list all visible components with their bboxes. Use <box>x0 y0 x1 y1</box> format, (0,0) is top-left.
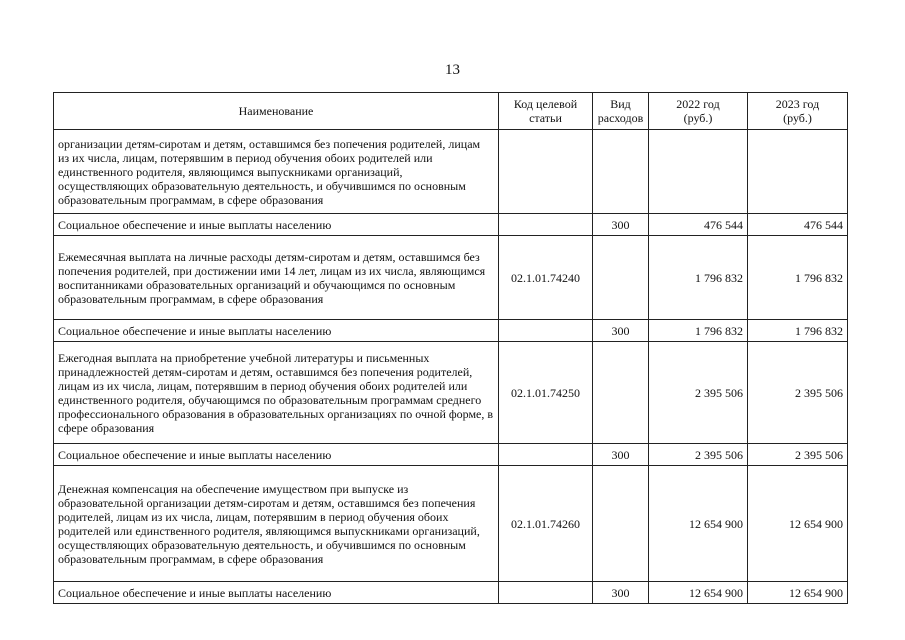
cell-name: Ежемесячная выплата на личные расходы детям-сиротам и детям, оставшимся без попечения родителей, при достижении ими 14 лет, лицам из их числа, являющимся воспитанниками образовательных организаций и обучающимся по основным образовательным программам, в сфере образования <box>54 236 499 320</box>
budget-table <box>53 92 848 604</box>
cell-amount-2022: 1 796 832 <box>649 320 748 342</box>
cell-amount-2022: 476 544 <box>649 214 748 236</box>
cell-expense-type <box>593 342 649 444</box>
cell-code <box>499 320 593 342</box>
cell-code: 02.1.01.74260 <box>499 466 593 582</box>
cell-expense-type: 300 <box>593 214 649 236</box>
cell-code <box>499 444 593 466</box>
cell-code <box>499 582 593 604</box>
cell-name: Социальное обеспечение и иные выплаты населению <box>54 214 499 236</box>
cell-amount-2022: 12 654 900 <box>649 466 748 582</box>
cell-code: 02.1.01.74250 <box>499 342 593 444</box>
cell-amount-2022: 1 796 832 <box>649 236 748 320</box>
cell-amount-2023: 2 395 506 <box>748 342 848 444</box>
cell-code <box>499 130 593 214</box>
table-row <box>54 214 848 236</box>
cell-amount-2023: 1 796 832 <box>748 320 848 342</box>
table-row <box>54 320 848 342</box>
cell-amount-2023 <box>748 130 848 214</box>
cell-name: организации детям-сиротам и детям, оставшимся без попечения родителей, лицам из их числа, лицам, потерявшим в период обучения обоих родителей или единственного родителя, являющимся выпускниками организаций, осуществляющих образовательную деятельность, и обучившимся по основным образовательным программам, в сфере образования <box>54 130 499 214</box>
page-number: 13 <box>445 62 460 78</box>
cell-amount-2023: 12 654 900 <box>748 582 848 604</box>
cell-amount-2022: 12 654 900 <box>649 582 748 604</box>
cell-expense-type <box>593 466 649 582</box>
cell-name: Ежегодная выплата на приобретение учебной литературы и письменных принадлежностей детям-сиротам и детям, оставшимся без попечения родителей, лицам из их числа, лицам, потерявшим в период обучения обоих родителей или единственного родителя, обучающимся по образовательным программам среднего профессионального образования в образовательных организациях по очной форме, в сфере образования <box>54 342 499 444</box>
cell-amount-2023: 476 544 <box>748 214 848 236</box>
cell-amount-2022: 2 395 506 <box>649 342 748 444</box>
table-header-row <box>54 93 848 130</box>
cell-expense-type <box>593 130 649 214</box>
table-row <box>54 342 848 444</box>
header-expense-type: Вид расходов <box>593 93 649 130</box>
cell-code: 02.1.01.74240 <box>499 236 593 320</box>
header-year-2022: 2022 год (руб.) <box>649 93 748 130</box>
header-year-2023: 2023 год (руб.) <box>748 93 848 130</box>
cell-amount-2022: 2 395 506 <box>649 444 748 466</box>
cell-amount-2023: 2 395 506 <box>748 444 848 466</box>
cell-expense-type <box>593 236 649 320</box>
header-code: Код целевой статьи <box>499 93 593 130</box>
table-row <box>54 582 848 604</box>
table-row <box>54 236 848 320</box>
cell-expense-type: 300 <box>593 320 649 342</box>
cell-amount-2022 <box>649 130 748 214</box>
cell-name: Социальное обеспечение и иные выплаты населению <box>54 444 499 466</box>
table-row <box>54 444 848 466</box>
cell-amount-2023: 12 654 900 <box>748 466 848 582</box>
cell-code <box>499 214 593 236</box>
cell-name: Социальное обеспечение и иные выплаты населению <box>54 582 499 604</box>
table-body <box>54 130 848 604</box>
cell-expense-type: 300 <box>593 582 649 604</box>
cell-amount-2023: 1 796 832 <box>748 236 848 320</box>
cell-expense-type: 300 <box>593 444 649 466</box>
cell-name: Денежная компенсация на обеспечение имуществом при выпуске из образовательной организации детям-сиротам и детям, оставшимся без попечения родителей, лицам из их числа, лицам, потерявшим в период обучения обоих родителей или единственного родителя, являющимся выпускниками организаций, осуществляющих образовательную деятельность, и обучившимся по основным образовательным программам, в сфере образования <box>54 466 499 582</box>
cell-name: Социальное обеспечение и иные выплаты населению <box>54 320 499 342</box>
header-name: Наименование <box>54 93 499 130</box>
table-row <box>54 130 848 214</box>
table-row <box>54 466 848 582</box>
